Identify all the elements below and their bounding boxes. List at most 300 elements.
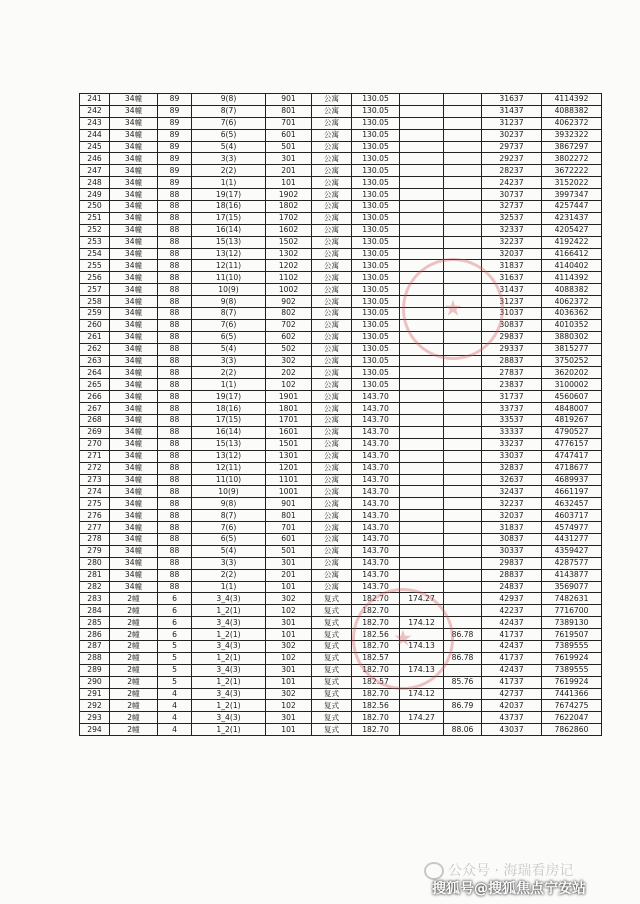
cell-row-number: 275 xyxy=(80,498,110,510)
table-row xyxy=(80,129,602,141)
cell-area: 130.05 xyxy=(352,105,400,117)
cell-unit-price: 32837 xyxy=(482,462,542,474)
cell-floor: 11(10) xyxy=(192,272,266,284)
cell-building: 34幢 xyxy=(110,319,158,331)
cell-room-number: 902 xyxy=(266,296,312,308)
cell-total-price: 3569077 xyxy=(542,581,602,593)
cell-unit-price: 33337 xyxy=(482,426,542,438)
cell-floor: 2(2) xyxy=(192,569,266,581)
cell-unit: 88 xyxy=(158,533,192,545)
cell-floor: 10(9) xyxy=(192,486,266,498)
cell-area-3 xyxy=(444,498,482,510)
cell-area-3 xyxy=(444,403,482,415)
table-body xyxy=(80,94,602,736)
cell-floor: 13(12) xyxy=(192,248,266,260)
table-row xyxy=(80,379,602,391)
cell-row-number: 261 xyxy=(80,331,110,343)
cell-unit: 88 xyxy=(158,284,192,296)
cell-unit: 88 xyxy=(158,569,192,581)
cell-area-2 xyxy=(400,724,444,736)
cell-floor: 13(12) xyxy=(192,450,266,462)
table-row xyxy=(80,367,602,379)
table-row xyxy=(80,105,602,117)
cell-total-price: 4776157 xyxy=(542,438,602,450)
cell-area-3 xyxy=(444,367,482,379)
cell-area-3 xyxy=(444,224,482,236)
cell-floor: 15(13) xyxy=(192,236,266,248)
cell-room-number: 1302 xyxy=(266,248,312,260)
cell-unit: 88 xyxy=(158,319,192,331)
cell-floor: 3_4(3) xyxy=(192,712,266,724)
cell-floor: 10(9) xyxy=(192,284,266,296)
cell-floor: 19(17) xyxy=(192,391,266,403)
cell-unit: 6 xyxy=(158,593,192,605)
cell-total-price: 7674275 xyxy=(542,700,602,712)
cell-unit-price: 31037 xyxy=(482,308,542,320)
cell-area: 182.70 xyxy=(352,605,400,617)
cell-area-3 xyxy=(444,510,482,522)
cell-floor: 8(7) xyxy=(192,510,266,522)
cell-building: 2幢 xyxy=(110,724,158,736)
cell-row-number: 262 xyxy=(80,343,110,355)
cell-unit-price: 42237 xyxy=(482,605,542,617)
cell-type: 公寓 xyxy=(312,224,352,236)
cell-type: 公寓 xyxy=(312,177,352,189)
table-row xyxy=(80,569,602,581)
cell-building: 34幢 xyxy=(110,153,158,165)
cell-room-number: 1501 xyxy=(266,438,312,450)
cell-total-price: 7619924 xyxy=(542,676,602,688)
cell-total-price: 7389130 xyxy=(542,617,602,629)
cell-building: 34幢 xyxy=(110,296,158,308)
cell-floor: 2(2) xyxy=(192,165,266,177)
cell-area: 182.70 xyxy=(352,640,400,652)
cell-unit-price: 42437 xyxy=(482,617,542,629)
cell-row-number: 265 xyxy=(80,379,110,391)
table-row xyxy=(80,248,602,260)
table-row xyxy=(80,260,602,272)
cell-type: 公寓 xyxy=(312,569,352,581)
cell-total-price: 3672222 xyxy=(542,165,602,177)
cell-total-price: 4848007 xyxy=(542,403,602,415)
cell-total-price: 3750252 xyxy=(542,355,602,367)
cell-building: 34幢 xyxy=(110,129,158,141)
cell-row-number: 254 xyxy=(80,248,110,260)
cell-area: 130.05 xyxy=(352,165,400,177)
cell-type: 公寓 xyxy=(312,462,352,474)
cell-building: 34幢 xyxy=(110,403,158,415)
cell-unit-price: 42437 xyxy=(482,640,542,652)
cell-type: 公寓 xyxy=(312,343,352,355)
cell-unit: 89 xyxy=(158,153,192,165)
cell-area-3 xyxy=(444,533,482,545)
cell-unit: 88 xyxy=(158,391,192,403)
cell-area: 182.70 xyxy=(352,688,400,700)
cell-row-number: 259 xyxy=(80,308,110,320)
cell-area-2 xyxy=(400,117,444,129)
cell-building: 34幢 xyxy=(110,141,158,153)
cell-area-3 xyxy=(444,545,482,557)
cell-total-price: 3815277 xyxy=(542,343,602,355)
cell-area-3: 86.78 xyxy=(444,629,482,641)
cell-area-2: 174.27 xyxy=(400,593,444,605)
cell-total-price: 4689937 xyxy=(542,474,602,486)
table-row xyxy=(80,165,602,177)
table-row xyxy=(80,498,602,510)
cell-area-2 xyxy=(400,522,444,534)
cell-area: 143.70 xyxy=(352,522,400,534)
cell-type: 复式 xyxy=(312,629,352,641)
cell-building: 34幢 xyxy=(110,415,158,427)
cell-building: 34幢 xyxy=(110,557,158,569)
cell-unit: 88 xyxy=(158,331,192,343)
cell-row-number: 281 xyxy=(80,569,110,581)
cell-unit: 89 xyxy=(158,177,192,189)
cell-room-number: 1802 xyxy=(266,201,312,213)
cell-area-3 xyxy=(444,581,482,593)
cell-total-price: 4166412 xyxy=(542,248,602,260)
price-list-table xyxy=(79,93,602,736)
cell-unit-price: 33537 xyxy=(482,415,542,427)
cell-type: 公寓 xyxy=(312,272,352,284)
cell-unit: 88 xyxy=(158,224,192,236)
cell-floor: 6(5) xyxy=(192,129,266,141)
cell-room-number: 1801 xyxy=(266,403,312,415)
cell-area-3 xyxy=(444,474,482,486)
cell-total-price: 4819267 xyxy=(542,415,602,427)
cell-unit-price: 32337 xyxy=(482,224,542,236)
cell-unit-price: 28237 xyxy=(482,165,542,177)
cell-total-price: 4114392 xyxy=(542,94,602,106)
cell-area-3 xyxy=(444,94,482,106)
cell-building: 34幢 xyxy=(110,379,158,391)
cell-building: 34幢 xyxy=(110,201,158,213)
cell-room-number: 901 xyxy=(266,94,312,106)
table-row xyxy=(80,510,602,522)
cell-total-price: 4088382 xyxy=(542,284,602,296)
cell-area-3 xyxy=(444,712,482,724)
table-row xyxy=(80,522,602,534)
cell-row-number: 266 xyxy=(80,391,110,403)
cell-floor: 11(10) xyxy=(192,474,266,486)
cell-area-3 xyxy=(444,117,482,129)
table-row xyxy=(80,676,602,688)
table-row xyxy=(80,557,602,569)
cell-row-number: 289 xyxy=(80,664,110,676)
cell-area: 130.05 xyxy=(352,177,400,189)
cell-floor: 9(8) xyxy=(192,296,266,308)
cell-total-price: 7482631 xyxy=(542,593,602,605)
cell-row-number: 245 xyxy=(80,141,110,153)
cell-unit: 4 xyxy=(158,688,192,700)
table-row xyxy=(80,640,602,652)
cell-building: 34幢 xyxy=(110,522,158,534)
cell-room-number: 302 xyxy=(266,640,312,652)
cell-area-3 xyxy=(444,391,482,403)
cell-area-2: 174.27 xyxy=(400,712,444,724)
table-row xyxy=(80,355,602,367)
cell-room-number: 301 xyxy=(266,153,312,165)
cell-unit-price: 30837 xyxy=(482,533,542,545)
cell-floor: 1(1) xyxy=(192,379,266,391)
cell-unit-price: 31837 xyxy=(482,260,542,272)
cell-building: 2幢 xyxy=(110,617,158,629)
cell-unit-price: 42037 xyxy=(482,700,542,712)
cell-total-price: 4062372 xyxy=(542,117,602,129)
cell-building: 2幢 xyxy=(110,593,158,605)
cell-room-number: 201 xyxy=(266,165,312,177)
cell-type: 公寓 xyxy=(312,391,352,403)
cell-building: 2幢 xyxy=(110,688,158,700)
cell-building: 34幢 xyxy=(110,224,158,236)
cell-building: 34幢 xyxy=(110,343,158,355)
cell-room-number: 1601 xyxy=(266,426,312,438)
table-row xyxy=(80,296,602,308)
cell-floor: 2(2) xyxy=(192,367,266,379)
cell-area-3: 86.79 xyxy=(444,700,482,712)
cell-area-2 xyxy=(400,129,444,141)
cell-area: 130.05 xyxy=(352,117,400,129)
cell-unit-price: 43737 xyxy=(482,712,542,724)
cell-area-2 xyxy=(400,545,444,557)
cell-floor: 6(5) xyxy=(192,331,266,343)
cell-area-2: 174.12 xyxy=(400,617,444,629)
table-row xyxy=(80,153,602,165)
cell-floor: 7(6) xyxy=(192,522,266,534)
cell-row-number: 284 xyxy=(80,605,110,617)
cell-area: 182.56 xyxy=(352,700,400,712)
table-row xyxy=(80,308,602,320)
cell-unit: 88 xyxy=(158,367,192,379)
cell-building: 34幢 xyxy=(110,94,158,106)
cell-building: 34幢 xyxy=(110,177,158,189)
cell-unit: 88 xyxy=(158,201,192,213)
cell-area-3 xyxy=(444,557,482,569)
cell-type: 公寓 xyxy=(312,415,352,427)
watermark-account: 公众号 · 海瑞看房记 xyxy=(448,863,574,879)
cell-building: 34幢 xyxy=(110,391,158,403)
cell-area-2: 174.12 xyxy=(400,688,444,700)
cell-area-3 xyxy=(444,201,482,213)
cell-area: 143.70 xyxy=(352,450,400,462)
cell-room-number: 1201 xyxy=(266,462,312,474)
cell-area: 130.05 xyxy=(352,284,400,296)
cell-row-number: 294 xyxy=(80,724,110,736)
cell-unit: 88 xyxy=(158,403,192,415)
cell-area-2 xyxy=(400,177,444,189)
cell-area: 143.70 xyxy=(352,415,400,427)
cell-area-3 xyxy=(444,415,482,427)
cell-area: 143.70 xyxy=(352,581,400,593)
cell-floor: 18(16) xyxy=(192,201,266,213)
cell-unit: 88 xyxy=(158,462,192,474)
cell-area-3 xyxy=(444,236,482,248)
cell-row-number: 250 xyxy=(80,201,110,213)
cell-total-price: 4718677 xyxy=(542,462,602,474)
cell-unit-price: 41737 xyxy=(482,676,542,688)
cell-floor: 1_2(1) xyxy=(192,605,266,617)
cell-row-number: 263 xyxy=(80,355,110,367)
cell-building: 34幢 xyxy=(110,581,158,593)
cell-total-price: 4560607 xyxy=(542,391,602,403)
cell-type: 公寓 xyxy=(312,557,352,569)
cell-type: 公寓 xyxy=(312,510,352,522)
cell-area: 182.70 xyxy=(352,664,400,676)
cell-type: 公寓 xyxy=(312,153,352,165)
cell-total-price: 4603717 xyxy=(542,510,602,522)
cell-unit: 88 xyxy=(158,486,192,498)
cell-row-number: 286 xyxy=(80,629,110,641)
cell-room-number: 701 xyxy=(266,117,312,129)
table-row xyxy=(80,438,602,450)
cell-building: 34幢 xyxy=(110,486,158,498)
cell-row-number: 251 xyxy=(80,212,110,224)
cell-area-3 xyxy=(444,105,482,117)
cell-area: 130.05 xyxy=(352,212,400,224)
cell-unit-price: 28837 xyxy=(482,569,542,581)
cell-room-number: 1901 xyxy=(266,391,312,403)
cell-floor: 18(16) xyxy=(192,403,266,415)
cell-area-2 xyxy=(400,367,444,379)
cell-building: 34幢 xyxy=(110,284,158,296)
cell-type: 公寓 xyxy=(312,379,352,391)
table-row xyxy=(80,724,602,736)
cell-type: 复式 xyxy=(312,640,352,652)
cell-total-price: 3100002 xyxy=(542,379,602,391)
cell-type: 公寓 xyxy=(312,438,352,450)
cell-total-price: 4036362 xyxy=(542,308,602,320)
cell-area-3 xyxy=(444,141,482,153)
cell-unit: 88 xyxy=(158,438,192,450)
cell-area-3 xyxy=(444,153,482,165)
cell-area-2 xyxy=(400,403,444,415)
cell-area-2 xyxy=(400,236,444,248)
cell-unit: 89 xyxy=(158,117,192,129)
cell-unit-price: 23837 xyxy=(482,379,542,391)
cell-unit-price: 32637 xyxy=(482,474,542,486)
cell-type: 公寓 xyxy=(312,581,352,593)
cell-unit: 88 xyxy=(158,415,192,427)
cell-floor: 3_4(3) xyxy=(192,664,266,676)
cell-unit-price: 31437 xyxy=(482,105,542,117)
cell-unit: 88 xyxy=(158,212,192,224)
cell-floor: 9(8) xyxy=(192,94,266,106)
cell-unit: 89 xyxy=(158,141,192,153)
cell-area: 130.05 xyxy=(352,319,400,331)
cell-room-number: 302 xyxy=(266,688,312,700)
cell-unit: 88 xyxy=(158,426,192,438)
cell-type: 复式 xyxy=(312,712,352,724)
cell-building: 34幢 xyxy=(110,474,158,486)
cell-type: 复式 xyxy=(312,700,352,712)
cell-room-number: 1101 xyxy=(266,474,312,486)
cell-area: 182.57 xyxy=(352,676,400,688)
cell-floor: 1(1) xyxy=(192,581,266,593)
cell-type: 公寓 xyxy=(312,367,352,379)
cell-type: 公寓 xyxy=(312,117,352,129)
cell-row-number: 268 xyxy=(80,415,110,427)
cell-area-3: 86.78 xyxy=(444,652,482,664)
cell-area: 130.05 xyxy=(352,94,400,106)
cell-total-price: 4192422 xyxy=(542,236,602,248)
cell-unit: 89 xyxy=(158,105,192,117)
cell-total-price: 3620202 xyxy=(542,367,602,379)
cell-building: 34幢 xyxy=(110,450,158,462)
cell-row-number: 270 xyxy=(80,438,110,450)
cell-total-price: 7389555 xyxy=(542,640,602,652)
table-row xyxy=(80,94,602,106)
cell-building: 34幢 xyxy=(110,426,158,438)
cell-unit-price: 32237 xyxy=(482,236,542,248)
cell-area: 182.70 xyxy=(352,593,400,605)
cell-unit-price: 30337 xyxy=(482,545,542,557)
cell-area: 130.05 xyxy=(352,355,400,367)
cell-building: 2幢 xyxy=(110,652,158,664)
cell-area: 130.05 xyxy=(352,248,400,260)
cell-unit-price: 29837 xyxy=(482,331,542,343)
cell-row-number: 276 xyxy=(80,510,110,522)
cell-type: 复式 xyxy=(312,593,352,605)
cell-room-number: 601 xyxy=(266,129,312,141)
cell-unit-price: 32537 xyxy=(482,212,542,224)
cell-building: 34幢 xyxy=(110,308,158,320)
cell-area-3 xyxy=(444,129,482,141)
cell-type: 公寓 xyxy=(312,165,352,177)
cell-floor: 9(8) xyxy=(192,498,266,510)
cell-unit: 89 xyxy=(158,129,192,141)
cell-area-3 xyxy=(444,688,482,700)
table-row xyxy=(80,426,602,438)
cell-unit-price: 24237 xyxy=(482,177,542,189)
cell-area-3: 88.06 xyxy=(444,724,482,736)
cell-building: 2幢 xyxy=(110,712,158,724)
cell-room-number: 101 xyxy=(266,629,312,641)
cell-building: 2幢 xyxy=(110,605,158,617)
cell-unit: 4 xyxy=(158,700,192,712)
cell-room-number: 301 xyxy=(266,557,312,569)
cell-row-number: 290 xyxy=(80,676,110,688)
cell-area: 143.70 xyxy=(352,545,400,557)
table-row xyxy=(80,201,602,213)
cell-total-price: 4574977 xyxy=(542,522,602,534)
cell-area-2 xyxy=(400,462,444,474)
cell-floor: 3_4(3) xyxy=(192,640,266,652)
cell-floor: 19(17) xyxy=(192,189,266,201)
cell-unit-price: 31637 xyxy=(482,272,542,284)
cell-area: 130.05 xyxy=(352,201,400,213)
cell-area: 182.56 xyxy=(352,629,400,641)
cell-unit-price: 31637 xyxy=(482,94,542,106)
cell-room-number: 301 xyxy=(266,664,312,676)
cell-area: 143.70 xyxy=(352,391,400,403)
cell-area: 143.70 xyxy=(352,426,400,438)
cell-row-number: 288 xyxy=(80,652,110,664)
cell-area-2 xyxy=(400,224,444,236)
cell-unit-price: 32437 xyxy=(482,486,542,498)
cell-unit: 88 xyxy=(158,545,192,557)
cell-type: 复式 xyxy=(312,652,352,664)
cell-floor: 12(11) xyxy=(192,462,266,474)
cell-unit: 89 xyxy=(158,165,192,177)
cell-area-3 xyxy=(444,177,482,189)
cell-room-number: 801 xyxy=(266,510,312,522)
table-row xyxy=(80,462,602,474)
cell-building: 34幢 xyxy=(110,212,158,224)
cell-area: 130.05 xyxy=(352,141,400,153)
cell-area-2 xyxy=(400,569,444,581)
cell-type: 公寓 xyxy=(312,474,352,486)
cell-total-price: 7441366 xyxy=(542,688,602,700)
